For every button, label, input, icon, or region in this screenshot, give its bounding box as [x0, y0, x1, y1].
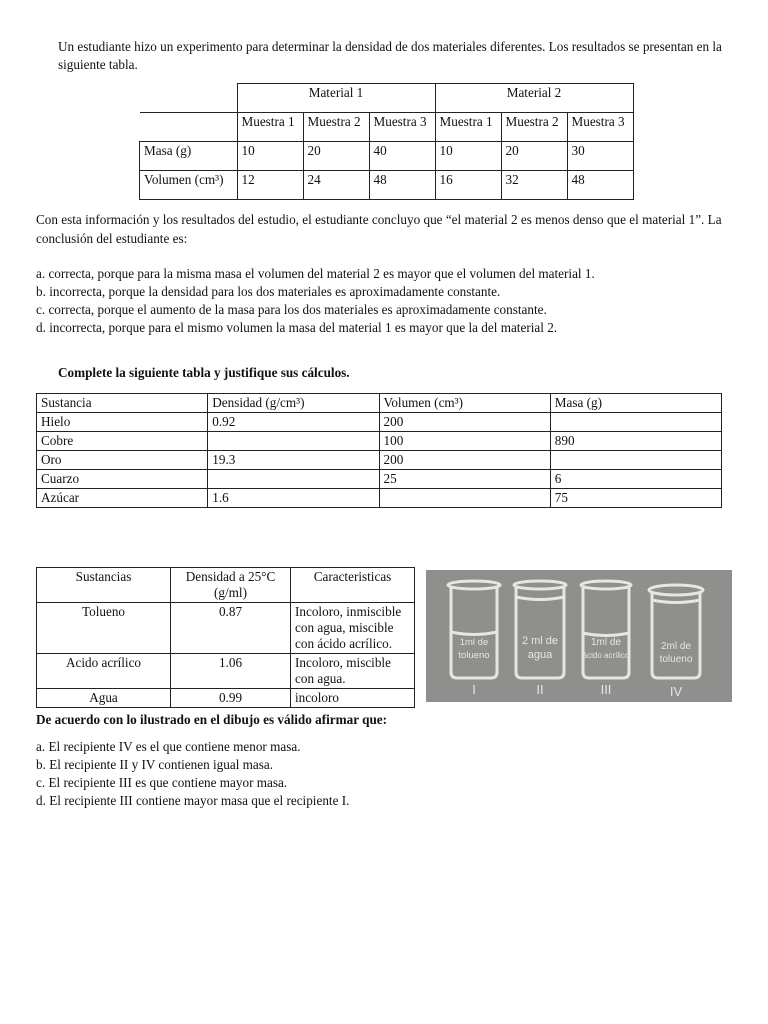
table-cell: Cuarzo: [37, 470, 208, 489]
table-cell: [208, 432, 379, 451]
table-header-cell: Sustancia: [37, 394, 208, 413]
table-cell: 20: [303, 142, 369, 171]
substances-table: [36, 393, 722, 508]
table-subheader-row: [140, 113, 634, 142]
table-cell: 40: [369, 142, 435, 171]
table-cell: Acido acrílico: [37, 654, 171, 689]
density-results-table: [139, 83, 634, 200]
table-row: [37, 689, 415, 708]
table-row: [37, 603, 415, 654]
table-row: [37, 432, 722, 451]
option-c: c. El recipiente III es que contiene mayor masa.: [36, 775, 288, 790]
table-header-cell: Muestra 1: [435, 113, 501, 142]
table-row: [140, 142, 634, 171]
table-cell: Incoloro, inmiscible con agua, miscible con ácido acrílico.: [291, 603, 415, 654]
table-header-cell: Volumen (cm³): [379, 394, 550, 413]
table-cell: Incoloro, miscible con agua.: [291, 654, 415, 689]
table-cell: Oro: [37, 451, 208, 470]
beaker-ii-label-line1: 2 ml de: [521, 635, 559, 647]
table-header-cell: Masa (g): [550, 394, 721, 413]
table-header-material-2: Material 2: [435, 84, 633, 113]
beaker-iii-label-line1: 1ml de: [590, 637, 622, 648]
table-header-cell: Muestra 1: [237, 113, 303, 142]
table-cell: Azúcar: [37, 489, 208, 508]
beaker-iv-label-line2: tolueno: [659, 654, 693, 665]
table-header-cell: Muestra 3: [369, 113, 435, 142]
table-row: [37, 413, 722, 432]
table-header-cell: Muestra 2: [501, 113, 567, 142]
option-b: b. incorrecta, porque la densidad para los dos materiales es aproximadamente constante.: [36, 284, 501, 299]
table-cell: Hielo: [37, 413, 208, 432]
table-cell: 48: [369, 171, 435, 200]
table-header-row: [37, 394, 722, 413]
table-cell: 100: [379, 432, 550, 451]
table-header-cell: Sustancias: [37, 568, 171, 603]
table-cell: 75: [550, 489, 721, 508]
table-cell: 0.87: [171, 603, 291, 654]
option-d: d. incorrecta, porque para el mismo volumen la masa del material 1 es mayor que la del material 2.: [36, 320, 558, 335]
table-cell: 200: [379, 413, 550, 432]
beakers-figure: [426, 570, 732, 702]
table-cell: 16: [435, 171, 501, 200]
beaker-iv-numeral: IV: [669, 684, 683, 699]
table-corner-cell: [140, 113, 238, 142]
table-cell: 200: [379, 451, 550, 470]
beaker-i-label-line2: tolueno: [458, 650, 490, 661]
beaker-ii-label-line2: agua: [527, 649, 553, 661]
table-header-cell: Densidad (g/cm³): [208, 394, 379, 413]
beaker-iv-label-line1: 2ml de: [660, 641, 692, 652]
options-list-2: [36, 738, 349, 810]
option-c: c. correcta, porque el aumento de la masa para los dos materiales es aproximadamente constante.: [36, 302, 547, 317]
question-1-text: Con esta información y los resultados del estudio, el estudiante concluyo que “el material 2 es menos denso que el material 1”. La conclusión del estudiante es:: [36, 212, 722, 246]
question-3-text: De acuerdo con lo ilustrado en el dibujo es válido afirmar que:: [36, 712, 388, 727]
table-cell: 25: [379, 470, 550, 489]
task-2-heading: Complete la siguiente tabla y justifique sus cálculos.: [58, 365, 350, 380]
table-cell: [550, 413, 721, 432]
row-label: Volumen (cm³): [140, 171, 238, 200]
table-row: [37, 489, 722, 508]
beaker-iii-label-line2: ácido acrílico: [582, 651, 630, 660]
table-cell: Agua: [37, 689, 171, 708]
table-cell: 30: [567, 142, 633, 171]
table-cell: 24: [303, 171, 369, 200]
table-cell: 0.92: [208, 413, 379, 432]
option-a: a. El recipiente IV es el que contiene menor masa.: [36, 739, 301, 754]
table-corner-cell: [140, 84, 238, 113]
options-list-1: [36, 265, 595, 337]
table-cell: incoloro: [291, 689, 415, 708]
beaker-i-numeral: I: [472, 682, 476, 697]
intro-text: Un estudiante hizo un experimento para determinar la densidad de dos materiales diferentes. Los resultados se presentan en la siguiente tabla.: [58, 39, 722, 72]
table-cell: 1.06: [171, 654, 291, 689]
table-row: [37, 654, 415, 689]
table-header-row: [37, 568, 415, 603]
table-cell: [208, 470, 379, 489]
table-header-cell: Muestra 3: [567, 113, 633, 142]
table-cell: Cobre: [37, 432, 208, 451]
row-label: Masa (g): [140, 142, 238, 171]
table-row: [37, 451, 722, 470]
table-cell: 890: [550, 432, 721, 451]
table-cell: 1.6: [208, 489, 379, 508]
option-b: b. El recipiente II y IV contienen igual masa.: [36, 757, 274, 772]
beaker-ii-numeral: II: [536, 682, 544, 697]
table-cell: 32: [501, 171, 567, 200]
table-cell: Tolueno: [37, 603, 171, 654]
table-row: [37, 470, 722, 489]
table-cell: 6: [550, 470, 721, 489]
table-cell: 0.99: [171, 689, 291, 708]
option-d: d. El recipiente III contiene mayor masa que el recipiente I.: [36, 793, 350, 808]
table-cell: 10: [237, 142, 303, 171]
table-cell: [550, 451, 721, 470]
table-cell: 48: [567, 171, 633, 200]
beaker-i-label-line1: 1ml de: [459, 637, 489, 648]
option-a: a. correcta, porque para la misma masa el volumen del material 2 es mayor que el volumen del material 1.: [36, 266, 595, 281]
beaker-iii-numeral: III: [600, 682, 612, 697]
table-header-row: [140, 84, 634, 113]
density-25c-table: [36, 567, 415, 708]
table-cell: 20: [501, 142, 567, 171]
table-header-cell: Caracteristicas: [291, 568, 415, 603]
table-cell: 19.3: [208, 451, 379, 470]
table-row: [140, 171, 634, 200]
table-header-cell: Muestra 2: [303, 113, 369, 142]
table-cell: 10: [435, 142, 501, 171]
table-cell: 12: [237, 171, 303, 200]
table-cell: [379, 489, 550, 508]
table-header-material-1: Material 1: [237, 84, 435, 113]
table-header-cell: Densidad a 25°C (g/ml): [171, 568, 291, 603]
